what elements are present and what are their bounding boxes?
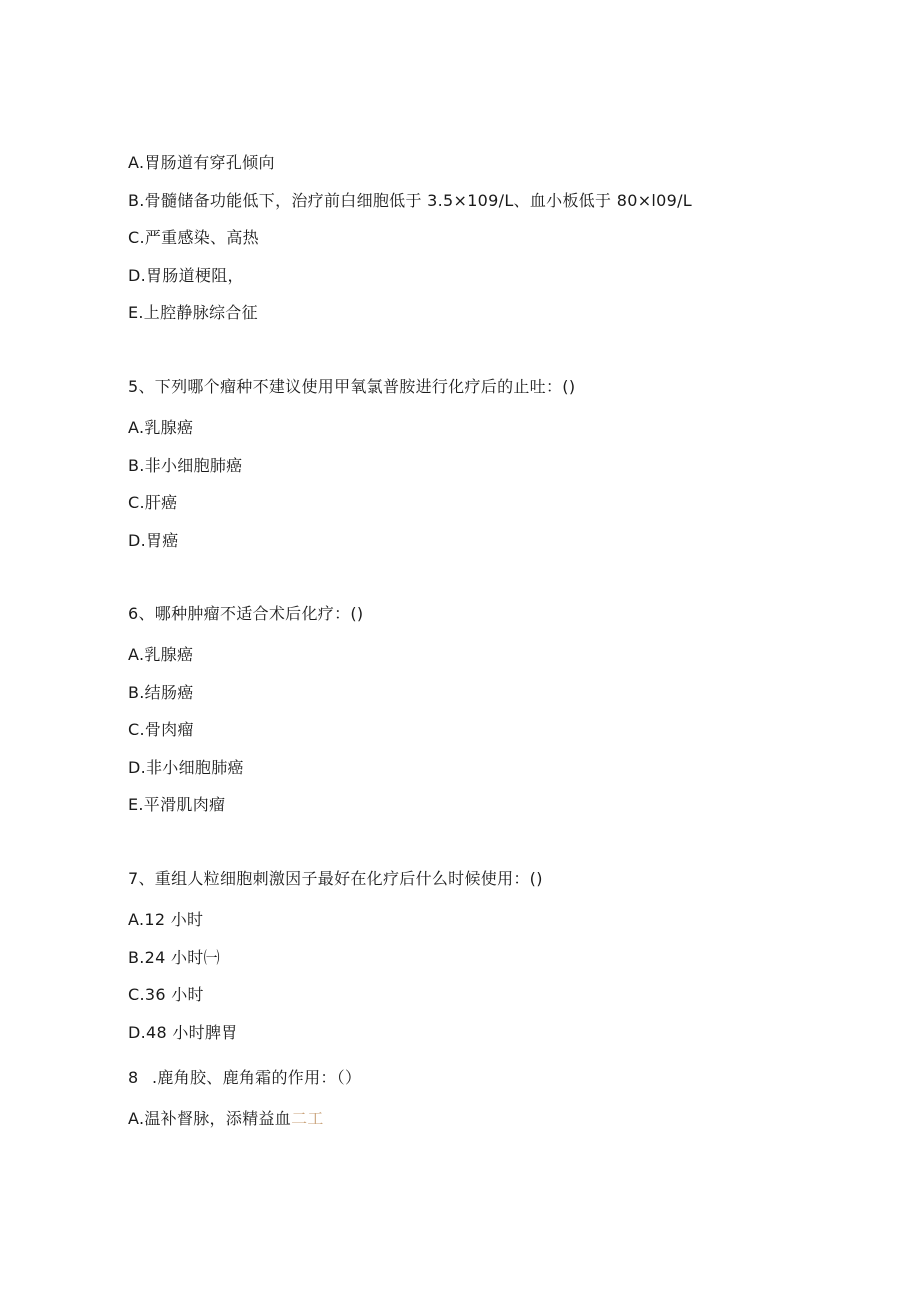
q5-option-b: B.非小细胞肺癌 [128, 456, 243, 475]
q6-option-c: C.骨肉瘤 [128, 720, 194, 739]
q6-option-d: D.非小细胞肺癌 [128, 758, 244, 777]
q7-option-d: D.48 小时脾胃 [128, 1023, 238, 1042]
q8-option-a-mark: 二工 [291, 1109, 324, 1128]
q4-option-b: B.骨髓储备功能低下，治疗前白细胞低于 3.5×109∕L、血小板低于 80×l09/L [128, 191, 693, 210]
q8-option-a-line [128, 1109, 324, 1129]
q4-option-a: A.胃肠道有穿孔倾向 [128, 153, 275, 172]
q5-option-d: D.胃癌 [128, 531, 179, 550]
q8-question: .鹿角胶、鹿角霜的作用：（） [152, 1068, 362, 1087]
q6-question: 6、哪种肿瘤不适合术后化疗：() [128, 604, 364, 623]
q7-option-b: B.24 小时㈠ [128, 948, 220, 967]
q7-option-a: A.12 小时 [128, 910, 204, 929]
q6-option-e: E.平滑肌肉瘤 [128, 795, 226, 814]
q8-option-a: A.温补督脉，添精益血 [128, 1109, 292, 1128]
q7-option-c: C.36 小时 [128, 985, 204, 1004]
q4-option-e: E.上腔静脉综合征 [128, 303, 258, 322]
q8-number: 8 [128, 1068, 139, 1087]
q8-question-line [128, 1068, 361, 1088]
q4-option-d: D.胃肠道梗阻， [128, 266, 244, 285]
q5-option-c: C.肝癌 [128, 493, 178, 512]
q6-option-b: B.结肠癌 [128, 683, 194, 702]
q5-question: 5、下列哪个瘤种不建议使用甲氧氯普胺进行化疗后的止吐：() [128, 377, 576, 396]
q4-option-c: C.严重感染、高热 [128, 228, 259, 247]
q5-option-a: A.乳腺癌 [128, 418, 194, 437]
q7-question: 7、重组人粒细胞刺激因子最好在化疗后什么时候使用：() [128, 869, 543, 888]
q6-option-a: A.乳腺癌 [128, 645, 194, 664]
